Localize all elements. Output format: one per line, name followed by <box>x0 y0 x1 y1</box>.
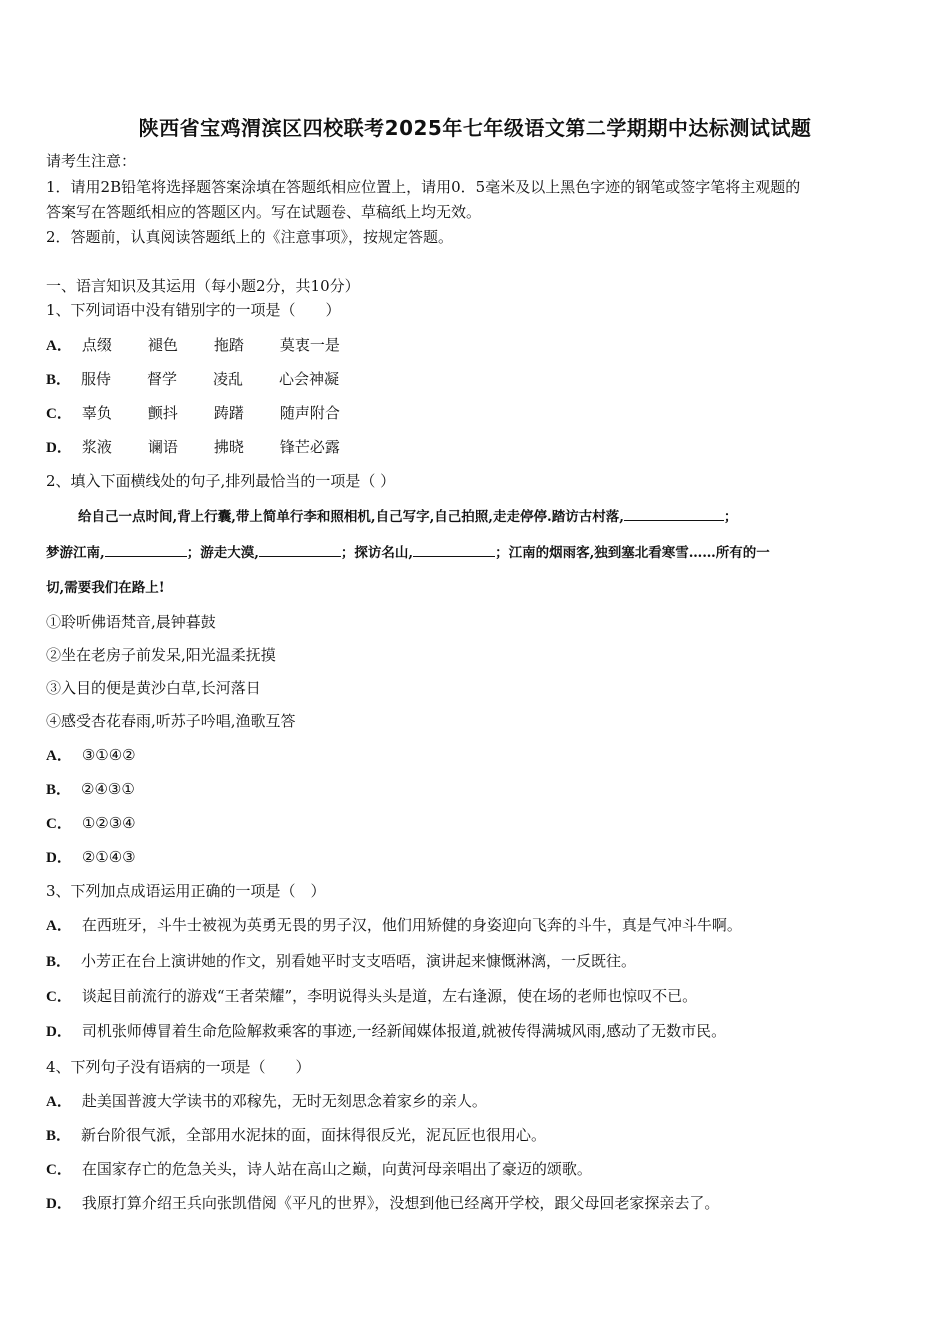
q4-stem: 4、下列句子没有语病的一项是（ ） <box>46 1058 311 1076</box>
q2-option-a: A． ③①④② <box>46 746 136 764</box>
q1-option-b: B． 服侍 督学 凌乱 心会神凝 <box>46 370 340 388</box>
q4-option-b: B． 新台阶很气派，全部用水泥抹的面，面抹得很反光，泥瓦匠也很用心。 <box>46 1126 547 1144</box>
section-heading: 一、语言知识及其运用（每小题2分，共10分） <box>46 277 360 295</box>
q3-option-b: B． 小芳正在台上演讲她的作文，别看她平时支支唔唔，演讲起来慷慨淋漓，一反既往。 <box>46 952 637 970</box>
q2-passage-line-2: 梦游江南, ；游走大漠, ；探访名山, ；江南的烟雨客,独到塞北看寒雪……所有的一 <box>46 542 770 563</box>
q2-item-2: ②坐在老房子前发呆,阳光温柔抚摸 <box>46 646 276 664</box>
notice-heading: 请考生注意： <box>46 152 137 170</box>
notice-item-1-line-1: 1．请用2B铅笔将选择题答案涂填在答题纸相应位置上，请用0．5毫米及以上黑色字迹的钢笔或签字笔将主观题的 <box>46 178 801 196</box>
q2-blank-4 <box>413 542 495 557</box>
q2-item-4: ④感受杏花春雨,听苏子吟唱,渔歌互答 <box>46 712 296 730</box>
q1-stem: 1、下列词语中没有错别字的一项是（ ） <box>46 301 341 319</box>
q2-blank-3 <box>259 542 341 557</box>
q4-option-d: D． 我原打算介绍王兵向张凯借阅《平凡的世界》，没想到他已经离开学校，跟父母回老家探亲去了。 <box>46 1194 720 1212</box>
notice-item-2: 2．答题前，认真阅读答题纸上的《注意事项》，按规定答题。 <box>46 228 454 246</box>
q4-option-c: C． 在国家存亡的危急关头，诗人站在高山之巅，向黄河母亲唱出了豪迈的颂歌。 <box>46 1160 592 1178</box>
q1-option-d: D． 浆液 谰语 拂晓 锋芒必露 <box>46 438 340 456</box>
q2-blank-1 <box>624 506 724 521</box>
q3-option-d: D． 司机张师傅冒着生命危险解救乘客的事迹,一经新闻媒体报道,就被传得满城风雨,感动了无数市民。 <box>46 1022 727 1040</box>
q1-option-c: C． 辜负 颤抖 踌躇 随声附合 <box>46 404 340 422</box>
q2-item-1: ①聆听佛语梵音,晨钟暮鼓 <box>46 613 216 631</box>
notice-item-1-line-2: 答案写在答题纸相应的答题区内。写在试题卷、草稿纸上均无效。 <box>46 203 482 221</box>
q2-blank-2 <box>105 542 187 557</box>
q2-passage-line-3: 切,需要我们在路上! <box>46 580 165 596</box>
q2-option-b: B． ②④③① <box>46 780 135 798</box>
q2-option-d: D． ②①④③ <box>46 848 136 866</box>
q2-stem: 2、填入下面横线处的句子,排列最恰当的一项是（ ） <box>46 472 396 490</box>
page-title: 陕西省宝鸡渭滨区四校联考2025年七年级语文第二学期期中达标测试试题 <box>138 116 812 140</box>
q2-option-c: C． ①②③④ <box>46 814 136 832</box>
q3-stem: 3、下列加点成语运用正确的一项是（ ） <box>46 882 326 900</box>
q4-option-a: A． 赴美国普渡大学读书的邓稼先，无时无刻思念着家乡的亲人。 <box>46 1092 487 1110</box>
q1-option-a: A． 点缀 褪色 拖踏 莫衷一是 <box>46 336 340 354</box>
q2-item-3: ③入目的便是黄沙白草,长河落日 <box>46 679 261 697</box>
q3-option-c: C． 谈起目前流行的游戏“王者荣耀”，李明说得头头是道，左右逢源，使在场的老师也惊叹不已。 <box>46 987 698 1005</box>
q3-option-a: A． 在西班牙，斗牛士被视为英勇无畏的男子汉，他们用矫健的身姿迎向飞奔的斗牛，真是气冲斗牛啊。 <box>46 916 742 934</box>
q2-passage-line-1: 给自己一点时间,背上行囊,带上简单行李和照相机,自己写字,自己拍照,走走停停.踏访古村落, ； <box>78 506 737 527</box>
